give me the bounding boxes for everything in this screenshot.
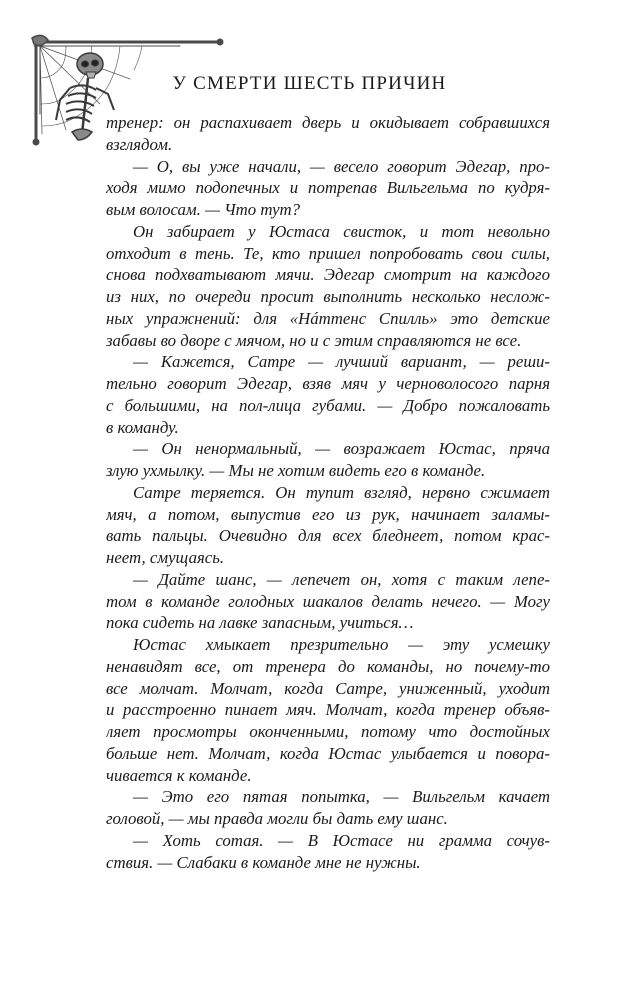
text-line: неет, смущаясь.	[106, 548, 225, 567]
text-line: с большими, на пол-лица губами. — Добро пожаловать	[106, 395, 550, 415]
text-line: злую ухмылку. — Мы не хотим видеть его в команде.	[106, 461, 486, 480]
text-line: больше нет. Молчат, когда Юстас улыбается и повора-	[106, 743, 550, 763]
text-line: пока сидеть на лавке запасным, учиться…	[106, 613, 414, 633]
page-body	[106, 112, 550, 873]
text-line: — Хоть сотая. — В Юстасе ни грамма сочув-	[133, 830, 550, 850]
text-line: — О, вы уже начали, — весело говорит Эдегар, про-	[133, 156, 550, 176]
text-line: тельно говорит Эдегар, взяв мяч у черноволосого парня	[106, 374, 550, 393]
text-line: Юстас хмыкает презрительно — эту усмешку	[133, 635, 550, 654]
text-line: Сатре теряется. Он тупит взгляд, нервно сжимает	[133, 482, 550, 502]
text-line: — Это его пятая попытка, — Вильгельм качает	[133, 787, 550, 807]
text-line: ненавидят все, от тренера до команды, но почему-то	[106, 656, 550, 676]
text-line: ствия. — Слабаки в команде мне не нужны.	[106, 852, 421, 872]
text-line: ходя мимо подопечных и потрепав Вильгельма по кудря-	[106, 178, 550, 198]
text-line: в команду.	[106, 417, 179, 437]
text-line: из них, по очереди просит выполнить несколько неслож-	[106, 287, 550, 306]
text-line: взглядом.	[106, 134, 173, 154]
text-line: тренер: он распахивает дверь и окидывает собравшихся	[106, 113, 550, 132]
text-line: снова подхватывают мячи. Эдегар смотрит на каждого	[106, 265, 550, 285]
text-line: вым волосам. — Что тут?	[106, 200, 301, 219]
text-line: — Он ненормальный, — возражает Юстас, пряча	[133, 439, 550, 459]
text-line: вать пальцы. Очевидно для всех бледнеет, потом крас-	[106, 526, 550, 546]
text-line: — Дайте шанс, — лепечет он, хотя с таким лепе-	[133, 569, 550, 589]
running-title: У СМЕРТИ ШЕСТЬ ПРИЧИН	[172, 73, 447, 94]
text-line: Он забирает у Юстаса свисток, и тот невольно	[133, 221, 550, 241]
text-line: — Кажется, Сатре — лучший вариант, — реши-	[133, 352, 550, 372]
text-line: чивается к команде.	[106, 765, 252, 785]
text-line: все молчат. Молчат, когда Сатре, униженный, уходит	[106, 678, 550, 698]
text-line: том в команде голодных шакалов делать нечего. — Могу	[106, 591, 550, 611]
text-line: мяч, а потом, выпустив его из рук, начинает заламы-	[106, 504, 550, 524]
text-line: отходит в тень. Те, кто пришел попробовать свои силы,	[106, 243, 550, 263]
text-line: забавы во дворе с мячом, но и с этим справляются не все.	[106, 330, 522, 350]
text-line: ных упражнений: для «Нáттенс Спилль» это детские	[106, 308, 550, 328]
text-line: ляет просмотры оконченными, потому что достойных	[106, 722, 550, 741]
text-line: головой, — мы правда могли бы дать ему шанс.	[106, 809, 448, 828]
text-line: и расстроенно пинает мяч. Молчат, когда тренер объяв-	[106, 700, 550, 720]
